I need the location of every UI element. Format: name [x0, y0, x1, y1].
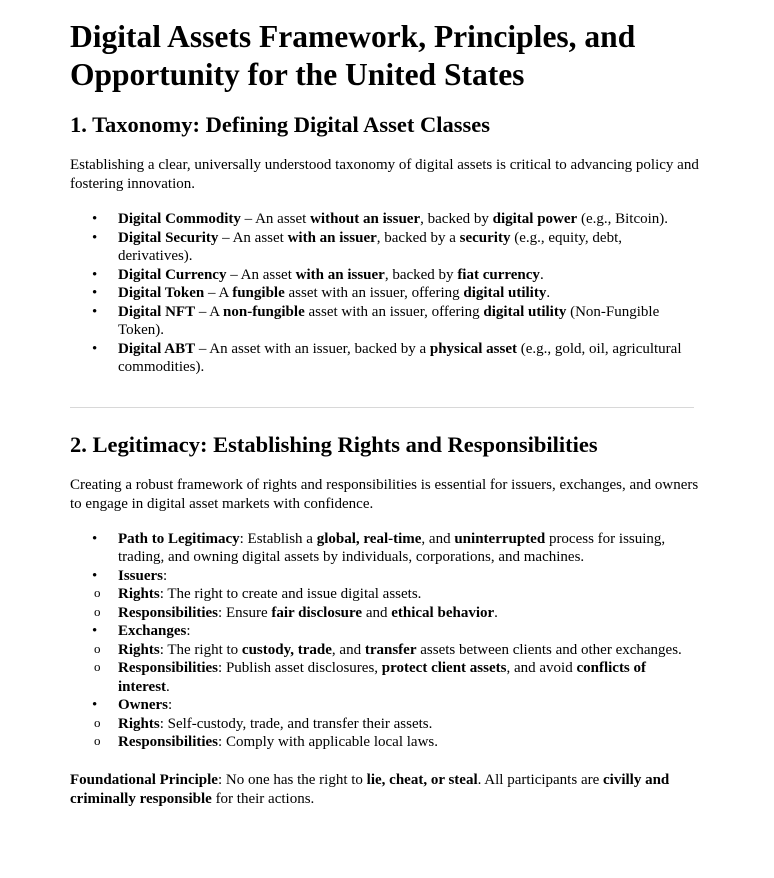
item-text: and — [362, 604, 392, 621]
exchanges-sublist — [70, 641, 700, 697]
sublist-item — [70, 659, 700, 696]
principle-label: Foundational Principle — [70, 771, 218, 788]
section1-heading: 1. Taxonomy: Defining Digital Asset Classes — [70, 112, 491, 137]
item-bold: fair disclosure — [271, 604, 363, 621]
item-bold: with an issuer — [287, 229, 377, 246]
item-text: , backed by — [384, 266, 458, 283]
item-bold: ethical behavior — [391, 604, 495, 621]
legitimacy-list — [70, 530, 700, 752]
list-item-path — [70, 530, 700, 567]
item-text: . — [494, 604, 498, 621]
document-page — [70, 18, 700, 809]
item-text: : Self-custody, trade, and transfer their assets. — [159, 715, 433, 732]
item-text: : Establish a — [239, 530, 317, 547]
item-bold: global, real-time — [316, 530, 422, 547]
item-text: , and — [421, 530, 455, 547]
item-name: Exchanges — [118, 623, 187, 639]
item-name: Owners — [118, 697, 168, 713]
item-text: . — [539, 266, 544, 283]
item-text: – An asset with an issuer, backed by a — [195, 340, 430, 357]
section-divider — [70, 407, 694, 408]
item-text: (e.g., equity, debt, derivatives). — [118, 229, 622, 264]
sublist-item — [70, 733, 700, 752]
item-bold: security — [459, 229, 511, 246]
item-text: , and — [331, 641, 365, 658]
item-name: Path to Legitimacy — [118, 530, 240, 547]
item-name: Digital NFT — [118, 303, 196, 320]
item-text: . — [546, 285, 551, 301]
item-bold: without an issuer — [310, 211, 421, 227]
item-bold: conflicts of interest — [118, 660, 647, 695]
item-text: asset with an issuer, offering — [284, 285, 464, 301]
item-name: Rights — [118, 641, 160, 658]
item-name: Digital Token — [118, 285, 205, 301]
item-text: – An asset — [218, 229, 288, 246]
item-text: – A — [204, 285, 233, 301]
list-item-exchanges: • Exchanges: o Rights: The right to custody, trade, and transfer assets between clients and other exchanges. o Responsibilities: Publish asset disclosures, protect client assets, and avoid conflicts of interest. — [70, 622, 700, 696]
principle-bold: lie, cheat, or steal — [366, 771, 478, 788]
item-name: Issuers — [118, 567, 164, 584]
item-text: : Comply with applicable local laws. — [218, 734, 438, 750]
list-item — [70, 210, 700, 229]
item-text: : Publish asset disclosures, — [218, 660, 382, 676]
item-text: (e.g., gold, oil, agricultural commodities). — [118, 340, 682, 375]
section1-intro: Establishing a clear, universally understood taxonomy of digital assets is critical to advancing policy and fostering innovation. — [70, 157, 699, 192]
item-text: : The right to create and issue digital assets. — [159, 586, 422, 602]
item-bold: fiat currency — [457, 266, 540, 283]
item-bold: custody, trade — [241, 641, 332, 658]
item-name: Responsibilities — [118, 660, 219, 676]
item-name: Digital Commodity — [118, 211, 241, 227]
item-name: Digital Currency — [118, 266, 227, 283]
item-name: Digital ABT — [118, 340, 196, 357]
item-bold: digital utility — [483, 303, 567, 320]
owners-sublist — [70, 715, 700, 752]
item-bold: with an issuer — [295, 266, 385, 283]
foundational-principle — [70, 771, 700, 809]
item-bold: fungible — [232, 285, 285, 301]
list-item — [70, 303, 700, 340]
item-text: (e.g., Bitcoin). — [577, 211, 669, 227]
sublist-item — [70, 585, 700, 604]
item-text: – An asset — [226, 266, 296, 283]
item-bold: transfer — [364, 641, 417, 658]
item-text: : The right to — [159, 641, 242, 658]
item-bold: physical asset — [429, 340, 517, 357]
item-bold: digital power — [492, 211, 578, 227]
item-text: process for issuing, trading, and owning digital assets by individuals, corporations, and machines. — [118, 530, 666, 565]
asset-class-list — [70, 210, 700, 377]
list-item — [70, 340, 700, 377]
item-text: , backed by a — [376, 229, 460, 246]
principle-bold: civilly and criminally responsible — [70, 771, 670, 807]
item-name: Rights — [118, 715, 160, 732]
list-item — [70, 266, 700, 285]
principle-text: for their actions. — [211, 790, 315, 807]
item-text: – An asset — [240, 211, 311, 227]
item-text: (Non-Fungible Token). — [118, 303, 660, 338]
item-text: – A — [195, 303, 224, 320]
list-item-owners: • Owners: o Rights: Self-custody, trade, and transfer their assets. o Responsibilities: Comply with applicable local laws. — [70, 696, 700, 752]
item-text: assets between clients and other exchanges. — [416, 641, 682, 658]
list-item-issuers: • Issuers: o Rights: The right to create and issue digital assets. o Responsibilities: Ensure fair disclosure and ethical behavior. — [70, 567, 700, 623]
sublist-item — [70, 715, 700, 734]
principle-text: : No one has the right to — [217, 771, 367, 788]
principle-text: . All participants are — [477, 771, 604, 788]
item-name: Responsibilities — [118, 734, 219, 750]
item-bold: non-fungible — [223, 303, 305, 320]
list-item — [70, 284, 700, 303]
item-text: asset with an issuer, offering — [304, 303, 484, 320]
item-bold: protect client assets — [381, 660, 507, 676]
item-bold: digital utility — [463, 285, 547, 301]
issuers-sublist — [70, 585, 700, 622]
item-text: . — [166, 678, 170, 695]
item-bold: uninterrupted — [454, 530, 546, 547]
sublist-item — [70, 641, 700, 660]
sublist-item — [70, 604, 700, 623]
section2-heading: 2. Legitimacy: Establishing Rights and Responsibilities — [70, 431, 598, 457]
item-text: , backed by — [420, 211, 493, 227]
list-item — [70, 229, 700, 266]
document-title: Digital Assets Framework, Principles, and Opportunity for the United States — [70, 19, 636, 92]
item-name: Digital Security — [118, 229, 219, 246]
item-name: Responsibilities — [118, 604, 219, 621]
item-name: Rights — [118, 586, 160, 602]
item-text: , and avoid — [506, 660, 577, 676]
section2-intro: Creating a robust framework of rights and responsibilities is essential for issuers, exchanges, and owners to engage in digital asset markets with confidence. — [70, 476, 699, 512]
item-text: : Ensure — [218, 604, 272, 621]
